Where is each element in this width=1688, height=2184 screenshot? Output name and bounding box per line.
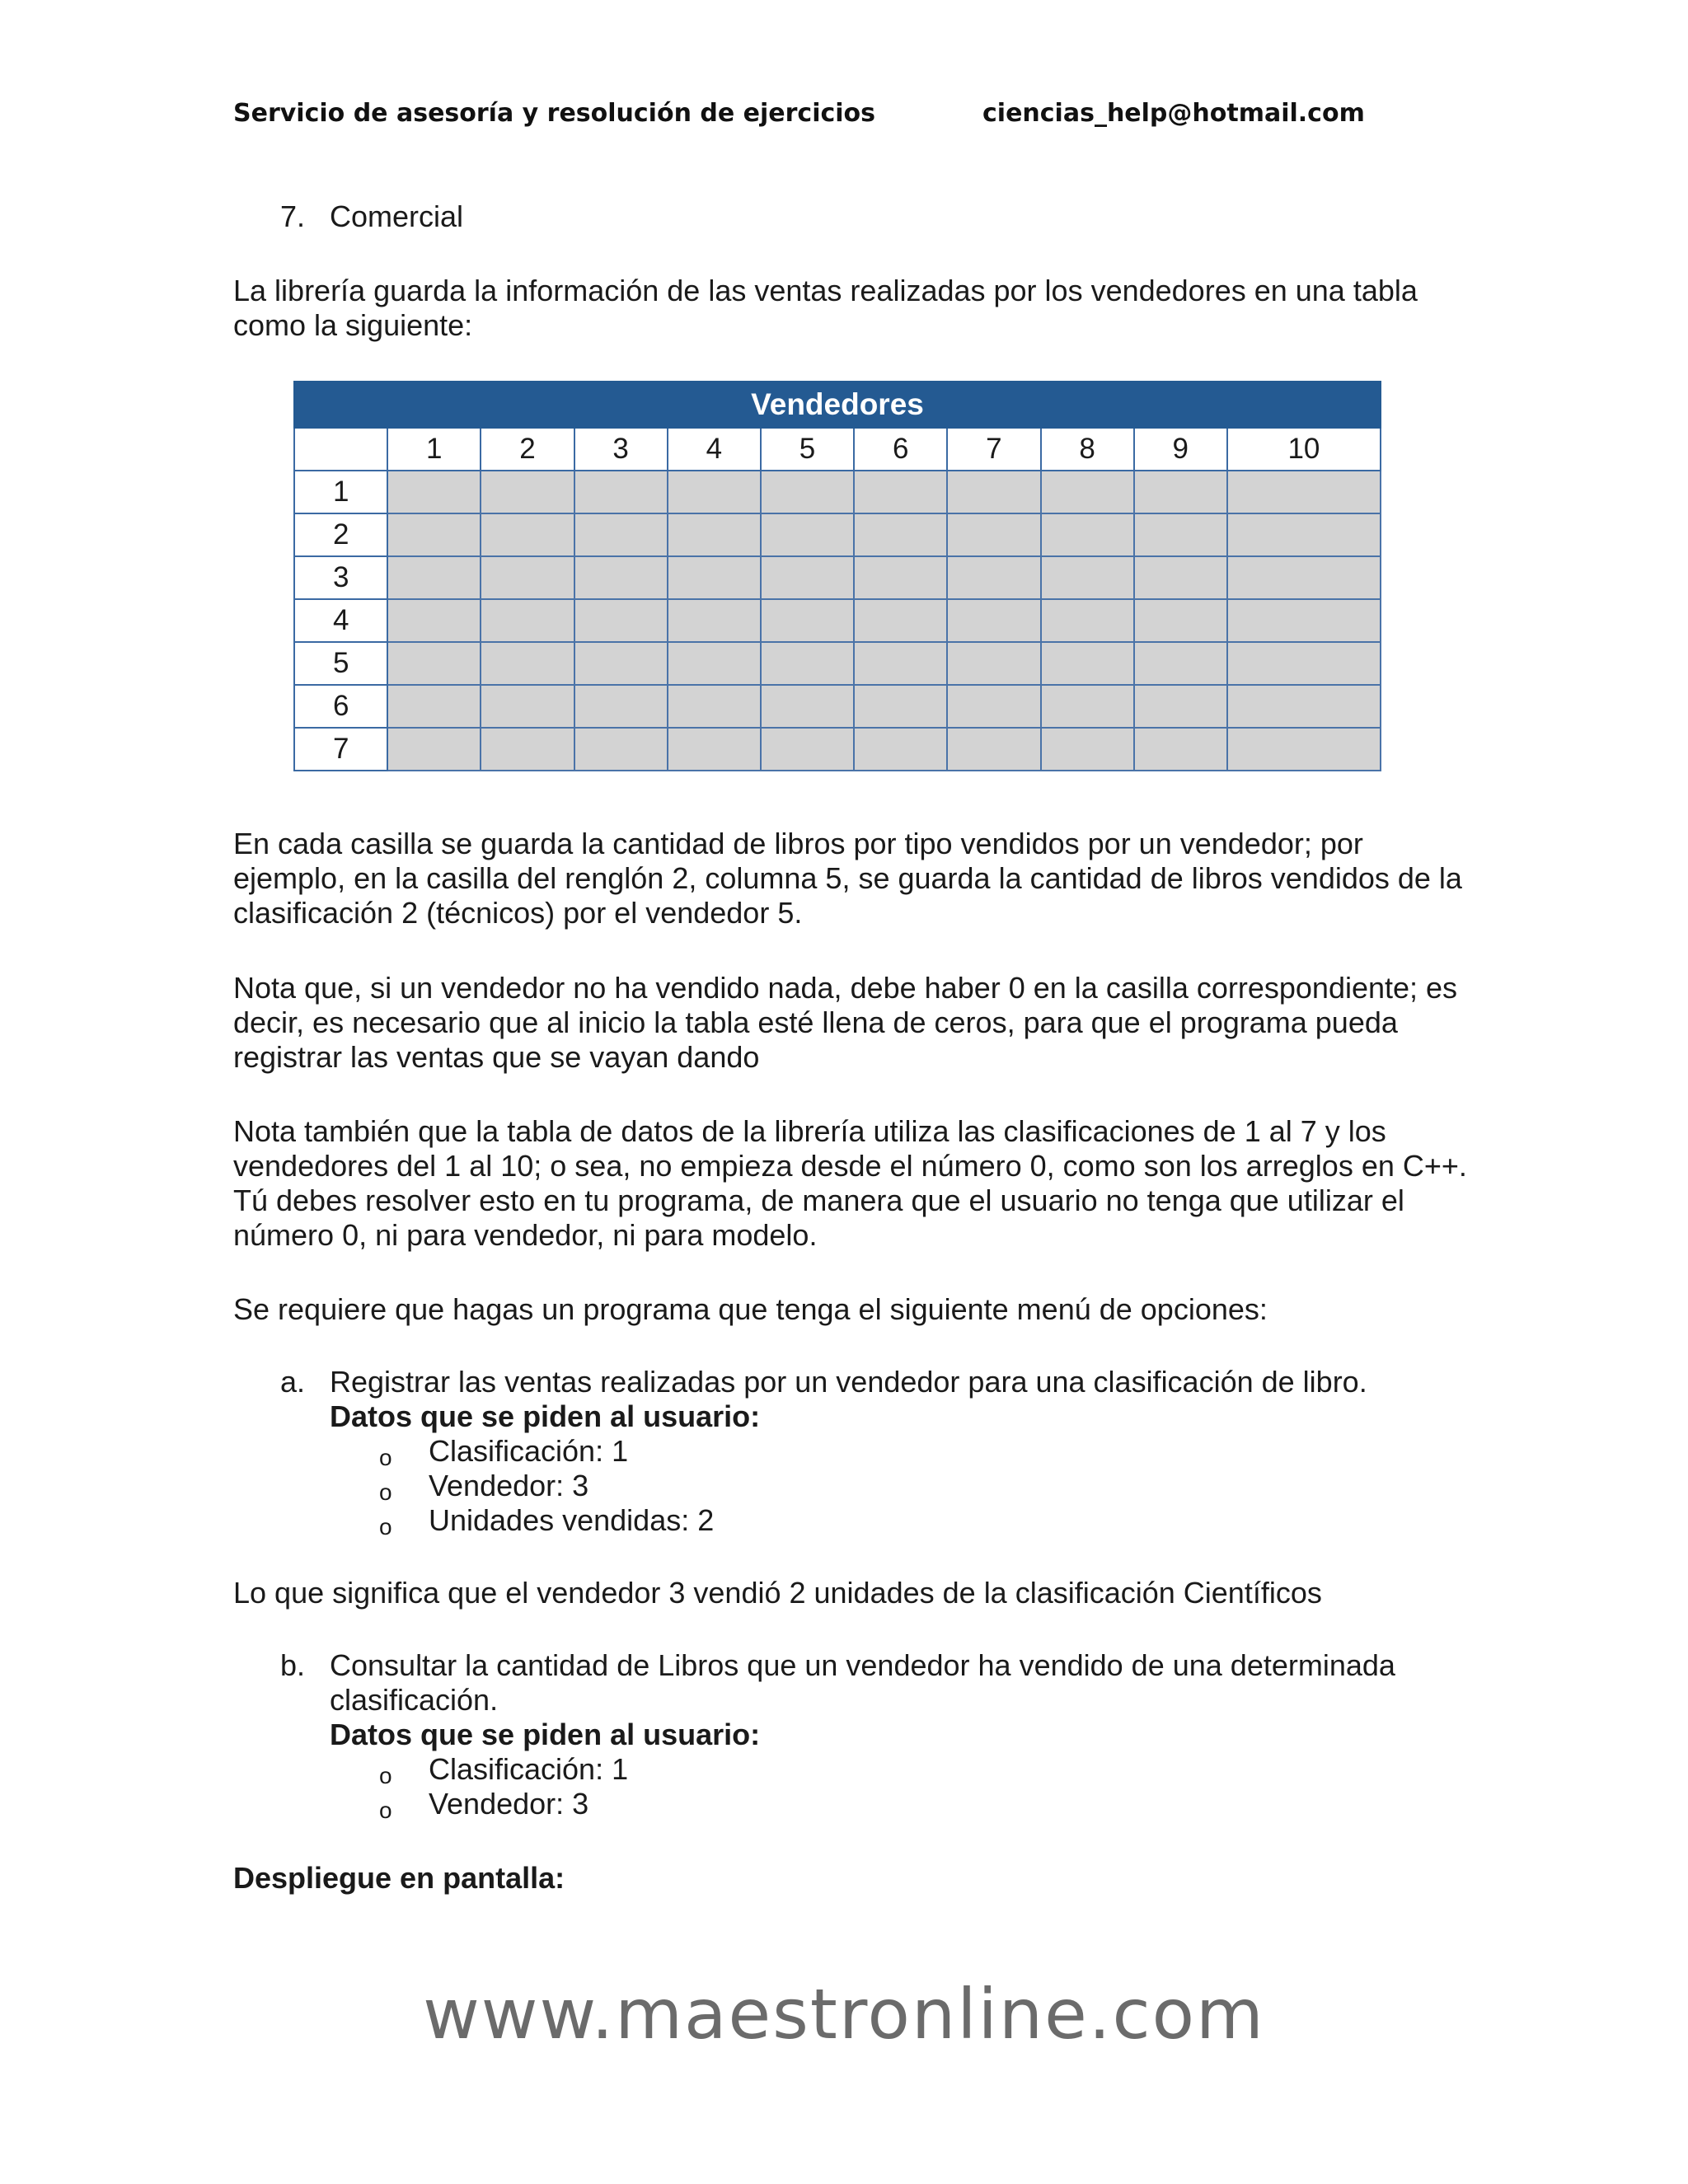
table-cell	[387, 513, 481, 556]
intro-paragraph: La librería guarda la información de las ventas realizadas por los vendedores en una tabla como la siguiente:	[233, 274, 1418, 342]
table-cell	[668, 642, 761, 685]
table-row	[294, 513, 1381, 556]
table-row-header: 6	[294, 685, 387, 728]
table-column-header: 7	[947, 428, 1040, 471]
table-cell	[761, 471, 854, 513]
table-cell	[668, 728, 761, 771]
table-cell	[1227, 513, 1381, 556]
paragraph-menu-intro: Se requiere que hagas un programa que tenga el siguiente menú de opciones:	[233, 1292, 1268, 1326]
table-column-header: 4	[668, 428, 761, 471]
table-cell	[1227, 556, 1381, 599]
bullet-icon: o	[379, 1479, 392, 1505]
option-b-marker: b.	[280, 1648, 306, 1682]
option-a-bullet-text: Unidades vendidas: 2	[429, 1503, 715, 1537]
bullet-icon: o	[379, 1514, 392, 1540]
table-cell	[947, 642, 1040, 685]
table-row	[294, 728, 1381, 771]
table-column-header: 6	[854, 428, 947, 471]
table-cell	[761, 728, 854, 771]
option-a-bullet-text: Vendedor: 3	[429, 1469, 589, 1502]
table-cell	[481, 642, 574, 685]
table-row-header: 7	[294, 728, 387, 771]
table-column-header: 9	[1134, 428, 1227, 471]
table-cell	[947, 471, 1040, 513]
table-row-header: 5	[294, 642, 387, 685]
table-cell	[1041, 728, 1134, 771]
table-cell	[947, 556, 1040, 599]
table-cell	[1134, 471, 1227, 513]
table-cell	[387, 685, 481, 728]
table-cell	[761, 513, 854, 556]
option-a-bullet-text: Clasificación: 1	[429, 1434, 629, 1468]
table-cell	[481, 556, 574, 599]
table-cell	[1134, 642, 1227, 685]
table-cell	[481, 728, 574, 771]
table-cell	[947, 728, 1040, 771]
table-cell	[387, 642, 481, 685]
table-row	[294, 599, 1381, 642]
table-cell	[574, 599, 668, 642]
option-a-text: Registrar las ventas realizadas por un vendedor para una clasificación de libro.	[330, 1365, 1367, 1399]
table-cell	[1134, 728, 1227, 771]
option-b-text-line2: clasificación.	[330, 1683, 499, 1717]
table-row-header: 4	[294, 599, 387, 642]
option-a-data-label: Datos que se piden al usuario:	[330, 1399, 761, 1433]
table-cell	[668, 599, 761, 642]
table-cell	[761, 599, 854, 642]
table-cell	[387, 556, 481, 599]
table-cell	[854, 556, 947, 599]
option-b-data-label: Datos que se piden al usuario:	[330, 1718, 761, 1751]
table-row-header: 1	[294, 471, 387, 513]
table-cell	[1227, 728, 1381, 771]
table-cell	[1041, 642, 1134, 685]
paragraph-cells: En cada casilla se guarda la cantidad de libros por tipo vendidos por un vendedor; por ejemplo, en la casilla del renglón 2, columna 5, se guarda la cantidad de libros vendidos de la clasificación 2 (técnicos) por el vendedor 5.	[233, 827, 1462, 930]
table-cell	[1041, 513, 1134, 556]
table-cell	[387, 471, 481, 513]
table-cell	[761, 685, 854, 728]
table-cell	[668, 685, 761, 728]
sales-table	[293, 381, 1381, 771]
table-cell	[1227, 685, 1381, 728]
paragraph-note-indexing: Nota también que la tabla de datos de la librería utiliza las clasificaciones de 1 al 7 y los vendedores del 1 al 10; o sea, no empieza desde el número 0, como son los arreglos en C++. Tú debes resolver esto en tu programa, de manera que el usuario no tenga que utilizar el número 0, ni para vendedor, ni para modelo.	[233, 1114, 1467, 1252]
table-column-header: 3	[574, 428, 668, 471]
table-row	[294, 642, 1381, 685]
table-cell	[574, 728, 668, 771]
table-cell	[947, 513, 1040, 556]
option-b-bullet-text: Vendedor: 3	[429, 1787, 589, 1821]
table-cell	[387, 728, 481, 771]
table-cell	[854, 513, 947, 556]
bullet-icon: o	[379, 1445, 392, 1470]
table-cell	[668, 556, 761, 599]
table-corner-cell	[294, 428, 387, 471]
table-cell	[481, 599, 574, 642]
bullet-icon: o	[379, 1763, 392, 1788]
table-column-header-row	[294, 428, 1381, 471]
header-left-text: Servicio de asesoría y resolución de ejercicios	[233, 99, 876, 128]
table-row-header: 2	[294, 513, 387, 556]
table-column-header: 5	[761, 428, 854, 471]
table-cell	[1227, 642, 1381, 685]
table-cell	[574, 642, 668, 685]
table-cell	[481, 513, 574, 556]
table-column-header: 8	[1041, 428, 1134, 471]
table-row-header: 3	[294, 556, 387, 599]
table-cell	[481, 685, 574, 728]
header-email: ciencias_help@hotmail.com	[982, 99, 1365, 128]
table-cell	[668, 513, 761, 556]
table-cell	[1134, 556, 1227, 599]
option-a-marker: a.	[280, 1365, 306, 1399]
watermark: www.maestronline.com	[423, 1974, 1265, 2055]
section-title: Comercial	[330, 199, 464, 233]
option-b-text-line1: Consultar la cantidad de Libros que un vendedor ha vendido de una determinada	[330, 1648, 1395, 1682]
table-cell	[574, 556, 668, 599]
table-cell	[1134, 513, 1227, 556]
section-number: 7.	[280, 199, 306, 233]
table-cell	[854, 642, 947, 685]
table-column-header: 2	[481, 428, 574, 471]
table-cell	[1041, 599, 1134, 642]
table-cell	[854, 685, 947, 728]
table-cell	[854, 599, 947, 642]
table-cell	[1041, 685, 1134, 728]
table-cell	[761, 556, 854, 599]
table-row	[294, 556, 1381, 599]
option-b-bullet-text: Clasificación: 1	[429, 1752, 629, 1786]
table-cell	[854, 471, 947, 513]
table-cell	[1041, 471, 1134, 513]
table-cell	[761, 642, 854, 685]
meaning-paragraph: Lo que significa que el vendedor 3 vendió 2 unidades de la clasificación Científicos	[233, 1576, 1322, 1610]
table-cell	[1134, 685, 1227, 728]
table-cell	[1041, 556, 1134, 599]
table-cell	[481, 471, 574, 513]
table-title: Vendedores	[294, 382, 1381, 428]
table-cell	[854, 728, 947, 771]
bullet-icon: o	[379, 1797, 392, 1823]
table-cell	[1227, 471, 1381, 513]
table-row	[294, 471, 1381, 513]
table-cell	[387, 599, 481, 642]
table-cell	[947, 599, 1040, 642]
table-cell	[574, 513, 668, 556]
table-column-header: 1	[387, 428, 481, 471]
table-cell	[574, 685, 668, 728]
display-label: Despliegue en pantalla:	[233, 1861, 565, 1895]
table-cell	[1227, 599, 1381, 642]
paragraph-note-zeros: Nota que, si un vendedor no ha vendido nada, debe haber 0 en la casilla correspondiente; es decir, es necesario que al inicio la tabla esté llena de ceros, para que el programa pueda registrar las ventas que se vayan dando	[233, 971, 1458, 1074]
table-cell	[574, 471, 668, 513]
table-row	[294, 685, 1381, 728]
table-cell	[947, 685, 1040, 728]
table-cell	[668, 471, 761, 513]
table-cell	[1134, 599, 1227, 642]
table-column-header: 10	[1227, 428, 1381, 471]
